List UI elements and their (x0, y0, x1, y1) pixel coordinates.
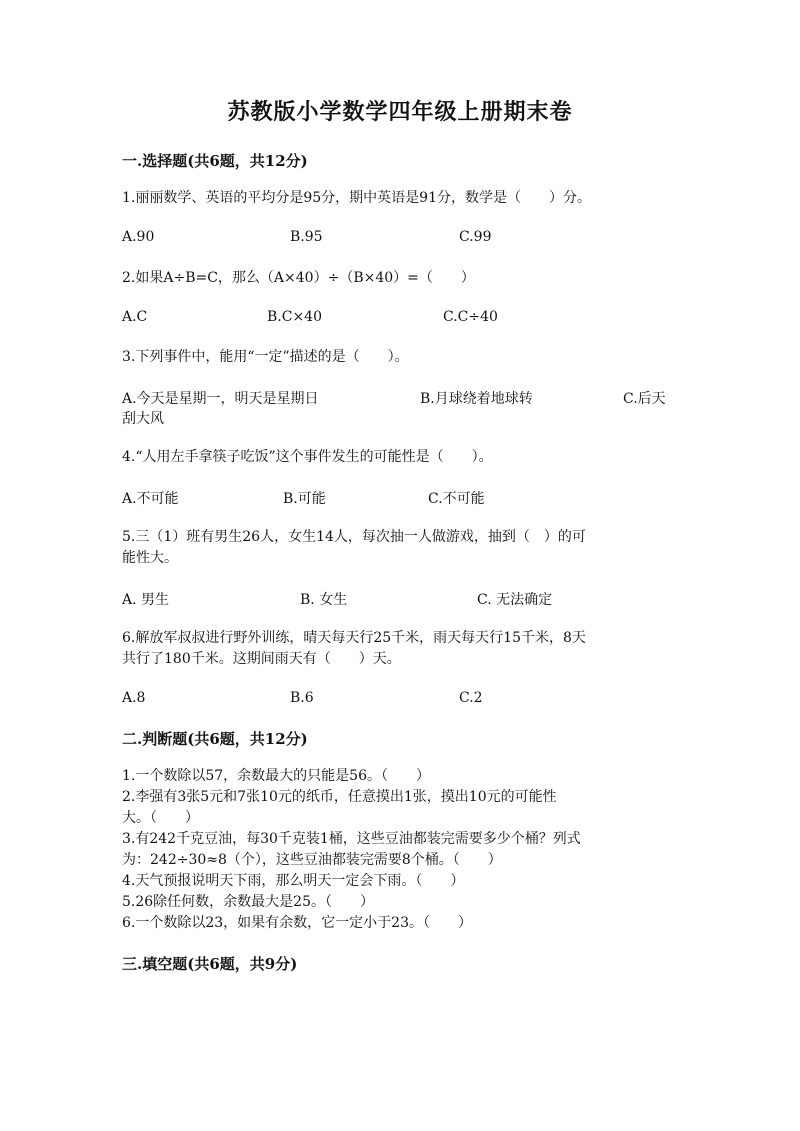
section-heading-choice: 一.选择题(共6题，共12分) (122, 152, 308, 170)
option-a: A. 男生 (122, 592, 170, 608)
judgement-item: 3.有242千克豆油，每30千克装1桶，这些豆油都装完需要多少个桶？列式 (122, 831, 581, 847)
judgement-item: 5.26除任何数，余数最大是25。（ ） (122, 894, 374, 910)
option-c: C.2 (459, 690, 483, 706)
question-text: 3.下列事件中，能用“一定”描述的是（ ）。 (122, 349, 409, 365)
option-c: C. 无法确定 (477, 592, 553, 608)
option-a: A.8 (122, 690, 146, 706)
judgement-item: 2.李强有3张5元和7张10元的纸币，任意摸出1张，摸出10元的可能性 (122, 789, 557, 805)
option-a: A.90 (122, 229, 155, 245)
option-b: B.6 (290, 690, 314, 706)
section-heading-fill-in: 三.填空题(共6题，共9分) (122, 955, 298, 973)
question-text-continued: 能性大。 (122, 550, 178, 566)
question-text-continued: 共行了180千米。这期间雨天有（ ）天。 (122, 651, 401, 667)
option-c: C.C÷40 (443, 309, 498, 325)
question-text: 2.如果A÷B=C，那么（A×40）÷（B×40）=（ ） (122, 270, 475, 286)
option-b: B.月球绕着地球转 (420, 391, 533, 407)
judgement-item: 6.一个数除以23，如果有余数，它一定小于23。（ ） (122, 915, 472, 931)
option-b: B.可能 (283, 491, 326, 507)
page-title: 苏教版小学数学四年级上册期末卷 (227, 99, 573, 125)
option-b: B.C×40 (267, 309, 322, 325)
option-c: C.后天 (623, 391, 666, 407)
option-b: B.95 (290, 229, 323, 245)
option-c: C.不可能 (428, 491, 485, 507)
question-text: 1.丽丽数学、英语的平均分是95分，期中英语是91分，数学是（ ）分。 (122, 190, 591, 206)
question-text: 5.三（1）班有男生26人，女生14人，每次抽一人做游戏，抽到（ ）的可 (122, 529, 586, 545)
judgement-item: 4.天气预报说明天下雨，那么明天一定会下雨。（ ） (122, 873, 465, 889)
judgement-item-continued: 大。（ ） (122, 810, 199, 826)
option-b: B. 女生 (300, 592, 348, 608)
judgement-item: 1.一个数除以57，余数最大的只能是56。（ ） (122, 768, 430, 784)
question-text: 6.解放军叔叔进行野外训练，晴天每天行25千米，雨天每天行15千米，8天 (122, 630, 586, 646)
option-a: A.不可能 (122, 491, 179, 507)
option-a: A.C (122, 309, 148, 325)
option-c: C.99 (459, 229, 492, 245)
option-c-continued: 刮大风 (122, 411, 164, 427)
section-heading-judgement: 二.判断题(共6题，共12分) (122, 730, 308, 748)
question-text: 4.“人用左手拿筷子吃饭”这个事件发生的可能性是（ ）。 (122, 449, 493, 465)
option-a: A.今天是星期一，明天是星期日 (122, 391, 319, 407)
judgement-item-continued: 为：242÷30≈8（个），这些豆油都装完需要8个桶。（ ） (122, 852, 502, 868)
